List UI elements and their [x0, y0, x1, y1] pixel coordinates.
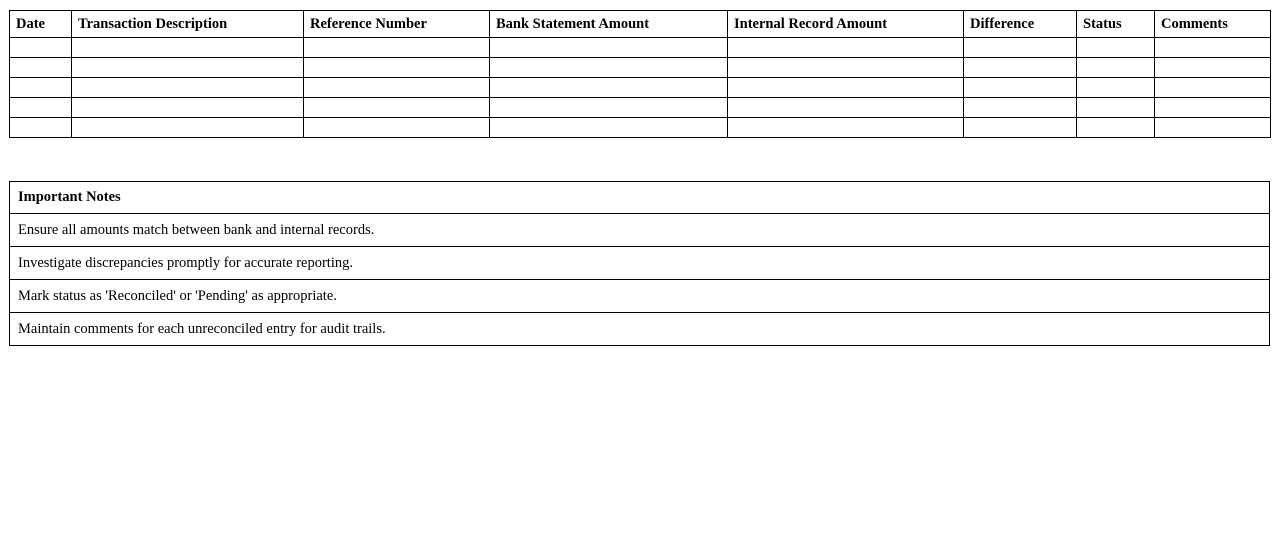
cell-difference[interactable]	[964, 118, 1077, 138]
table-row	[10, 78, 1271, 98]
cell-bank-statement-amount[interactable]	[490, 58, 728, 78]
cell-internal-record-amount[interactable]	[728, 38, 964, 58]
cell-date[interactable]	[10, 118, 72, 138]
column-header-transaction-description: Transaction Description	[72, 11, 304, 38]
column-header-internal-record-amount: Internal Record Amount	[728, 11, 964, 38]
cell-date[interactable]	[10, 78, 72, 98]
cell-difference[interactable]	[964, 58, 1077, 78]
list-item	[10, 280, 1270, 313]
cell-reference-number[interactable]	[304, 58, 490, 78]
cell-date[interactable]	[10, 98, 72, 118]
cell-date[interactable]	[10, 58, 72, 78]
column-header-reference-number: Reference Number	[304, 11, 490, 38]
cell-reference-number[interactable]	[304, 98, 490, 118]
cell-status[interactable]	[1077, 78, 1155, 98]
cell-transaction-description[interactable]	[72, 98, 304, 118]
cell-transaction-description[interactable]	[72, 58, 304, 78]
table-row	[10, 58, 1271, 78]
table-header-row	[10, 11, 1271, 38]
cell-comments[interactable]	[1155, 58, 1271, 78]
cell-bank-statement-amount[interactable]	[490, 118, 728, 138]
cell-difference[interactable]	[964, 38, 1077, 58]
cell-comments[interactable]	[1155, 78, 1271, 98]
cell-difference[interactable]	[964, 98, 1077, 118]
bank-reconciliation-table	[9, 10, 1271, 138]
cell-comments[interactable]	[1155, 118, 1271, 138]
list-item	[10, 313, 1270, 346]
cell-internal-record-amount[interactable]	[728, 98, 964, 118]
cell-status[interactable]	[1077, 38, 1155, 58]
column-header-difference: Difference	[964, 11, 1077, 38]
column-header-comments: Comments	[1155, 11, 1271, 38]
cell-reference-number[interactable]	[304, 118, 490, 138]
cell-transaction-description[interactable]	[72, 38, 304, 58]
cell-bank-statement-amount[interactable]	[490, 98, 728, 118]
cell-difference[interactable]	[964, 78, 1077, 98]
column-header-bank-statement-amount: Bank Statement Amount	[490, 11, 728, 38]
column-header-status: Status	[1077, 11, 1155, 38]
list-item	[10, 247, 1270, 280]
cell-transaction-description[interactable]	[72, 118, 304, 138]
column-header-date: Date	[10, 11, 72, 38]
table-row	[10, 38, 1271, 58]
table-row	[10, 98, 1271, 118]
cell-status[interactable]	[1077, 98, 1155, 118]
note-text: Mark status as 'Reconciled' or 'Pending' as appropriate.	[10, 280, 1270, 313]
note-text: Ensure all amounts match between bank and internal records.	[10, 214, 1270, 247]
cell-comments[interactable]	[1155, 98, 1271, 118]
list-item	[10, 214, 1270, 247]
important-notes-table	[9, 181, 1270, 346]
cell-reference-number[interactable]	[304, 78, 490, 98]
cell-internal-record-amount[interactable]	[728, 118, 964, 138]
cell-bank-statement-amount[interactable]	[490, 38, 728, 58]
cell-internal-record-amount[interactable]	[728, 78, 964, 98]
cell-status[interactable]	[1077, 58, 1155, 78]
cell-status[interactable]	[1077, 118, 1155, 138]
cell-bank-statement-amount[interactable]	[490, 78, 728, 98]
table-row	[10, 118, 1271, 138]
cell-reference-number[interactable]	[304, 38, 490, 58]
notes-header-row	[10, 182, 1270, 214]
cell-internal-record-amount[interactable]	[728, 58, 964, 78]
cell-comments[interactable]	[1155, 38, 1271, 58]
note-text: Investigate discrepancies promptly for accurate reporting.	[10, 247, 1270, 280]
cell-date[interactable]	[10, 38, 72, 58]
notes-header-label: Important Notes	[10, 182, 1270, 214]
note-text: Maintain comments for each unreconciled entry for audit trails.	[10, 313, 1270, 346]
cell-transaction-description[interactable]	[72, 78, 304, 98]
